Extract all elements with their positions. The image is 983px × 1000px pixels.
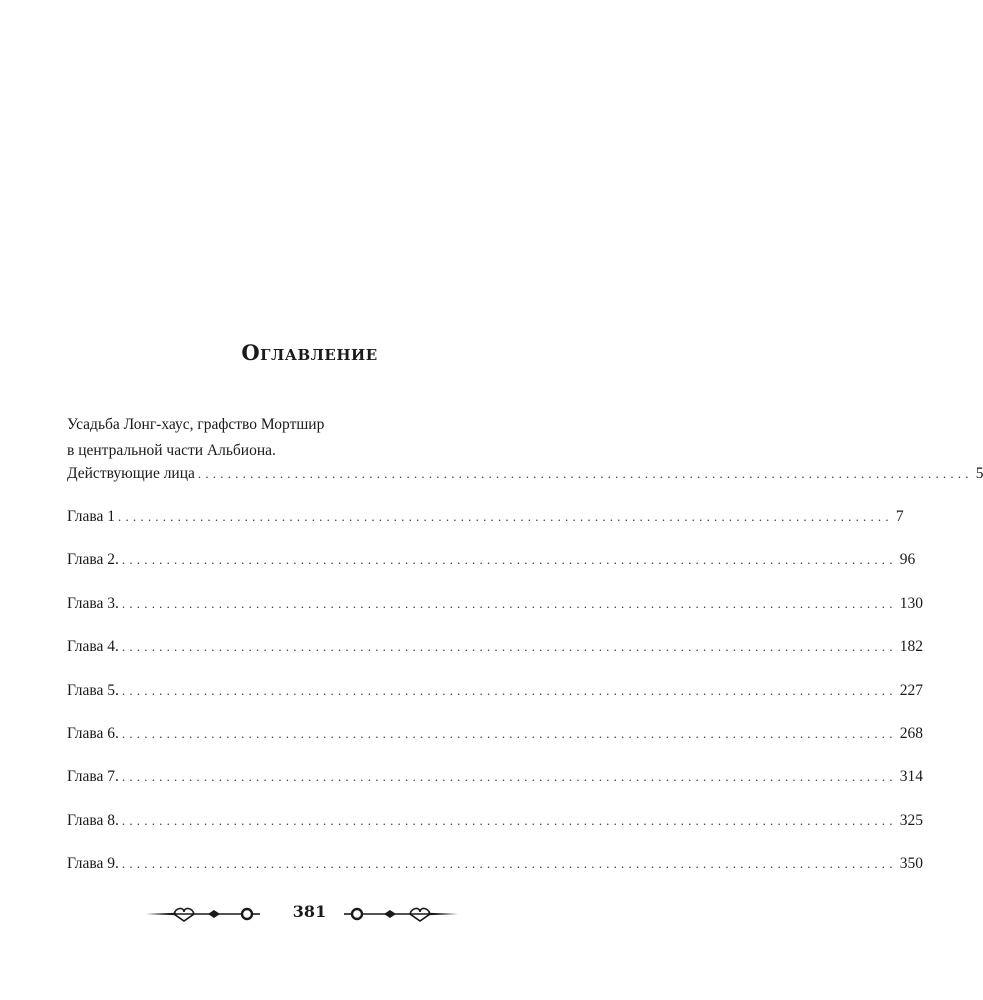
toc-label: Глава 7. bbox=[67, 768, 119, 785]
toc-leader: ........................................................................................................ bbox=[118, 509, 893, 524]
toc-entry-chapter-7 bbox=[67, 767, 923, 787]
toc-label: Глава 9. bbox=[67, 855, 119, 872]
toc-page-number: 325 bbox=[899, 812, 923, 829]
toc-page-number: 314 bbox=[899, 768, 923, 785]
toc-leader: ........................................................................................................ bbox=[121, 552, 897, 567]
toc-entry-chapter-3 bbox=[67, 594, 923, 614]
toc-page-number: 7 bbox=[895, 508, 904, 525]
toc-leader: ........................................................................................................ bbox=[121, 813, 897, 828]
toc-entry-chapter-9 bbox=[67, 854, 923, 874]
toc-leader: ........................................................................................................ bbox=[121, 856, 897, 871]
toc-entry-chapter-6 bbox=[67, 724, 923, 744]
toc-entry-characters bbox=[67, 464, 983, 484]
page-footer bbox=[0, 898, 619, 930]
toc-entry-chapter-2 bbox=[67, 550, 916, 570]
toc-label: Действующие лица bbox=[67, 465, 195, 482]
toc-entry-chapter-1 bbox=[67, 507, 904, 527]
ornament-right-icon bbox=[330, 904, 458, 924]
toc-label: Глава 3. bbox=[67, 595, 119, 612]
toc-leader: ........................................................................................................ bbox=[121, 639, 897, 654]
intro-line-1: Усадьба Лонг-хаус, графство Мортшир bbox=[67, 416, 325, 433]
toc-leader: ........................................................................................................ bbox=[121, 769, 897, 784]
toc-leader: ........................................................................................................ bbox=[121, 596, 897, 611]
toc-label: Глава 4. bbox=[67, 638, 119, 655]
toc-page-number: 182 bbox=[899, 638, 923, 655]
toc-label: Глава 8. bbox=[67, 812, 119, 829]
page-title: Оглавление bbox=[241, 340, 378, 365]
toc-page-number: 5 bbox=[975, 465, 983, 482]
toc-entry-chapter-8 bbox=[67, 811, 923, 831]
toc-page-number: 130 bbox=[899, 595, 923, 612]
toc-leader: ........................................................................................................ bbox=[121, 726, 897, 741]
toc-label: Глава 1 bbox=[67, 508, 116, 525]
toc-page-number: 227 bbox=[899, 682, 923, 699]
toc-label: Глава 2. bbox=[67, 551, 119, 568]
toc-page-number: 96 bbox=[899, 551, 916, 568]
toc-entry-chapter-4 bbox=[67, 637, 923, 657]
toc-label: Глава 6. bbox=[67, 725, 119, 742]
toc-page-number: 350 bbox=[899, 855, 923, 872]
toc-leader: ........................................................................................................ bbox=[197, 466, 973, 481]
page-number: 381 bbox=[292, 902, 327, 921]
toc-page-number: 268 bbox=[899, 725, 923, 742]
toc-label: Глава 5. bbox=[67, 682, 119, 699]
intro-line-2: в центральной части Альбиона. bbox=[67, 442, 276, 459]
intro-text bbox=[67, 412, 517, 464]
toc-leader: ........................................................................................................ bbox=[121, 683, 897, 698]
toc-entry-chapter-5 bbox=[67, 681, 923, 701]
